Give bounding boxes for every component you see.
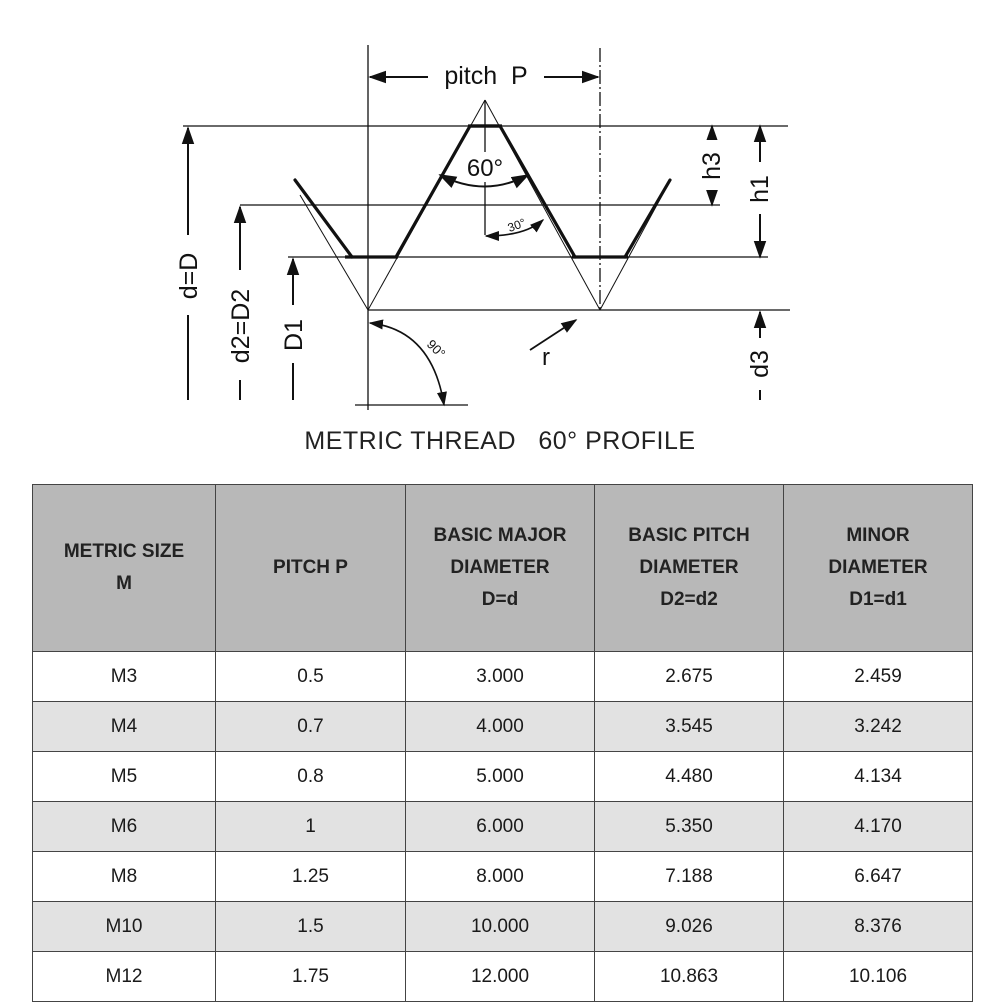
cell-pitch-diameter: 5.350 bbox=[595, 802, 784, 852]
d2-eq-D2-label: d2=D2 bbox=[227, 288, 255, 364]
table-row bbox=[33, 902, 973, 952]
cell-size: M5 bbox=[33, 752, 216, 802]
angle-60-label: 60° bbox=[466, 155, 504, 182]
r-label: r bbox=[542, 344, 550, 371]
cell-pitch-diameter: 4.480 bbox=[595, 752, 784, 802]
cell-size: M4 bbox=[33, 702, 216, 752]
thread-profile bbox=[295, 126, 670, 257]
cell-pitch-diameter: 3.545 bbox=[595, 702, 784, 752]
cell-major: 4.000 bbox=[406, 702, 595, 752]
metric-thread-table bbox=[32, 484, 973, 1002]
cell-major: 3.000 bbox=[406, 652, 595, 702]
header-pitch: PITCH P bbox=[216, 485, 406, 652]
caption-title: METRIC THREAD bbox=[304, 427, 517, 455]
table-header-row bbox=[33, 485, 973, 652]
header-metric-size: METRIC SIZE M bbox=[33, 485, 216, 652]
cell-size: M12 bbox=[33, 952, 216, 1002]
cell-major: 10.000 bbox=[406, 902, 595, 952]
table-row bbox=[33, 752, 973, 802]
header-major-diameter: BASIC MAJOR DIAMETER D=d bbox=[406, 485, 595, 652]
cell-major: 8.000 bbox=[406, 852, 595, 902]
d-eq-D-label: d=D bbox=[175, 252, 203, 300]
cell-pitch: 0.8 bbox=[216, 752, 406, 802]
cell-pitch: 1 bbox=[216, 802, 406, 852]
D1-label: D1 bbox=[280, 319, 308, 351]
cell-pitch: 1.5 bbox=[216, 902, 406, 952]
angle-30-label: 30° bbox=[505, 215, 528, 235]
cell-pitch: 1.75 bbox=[216, 952, 406, 1002]
cell-major: 12.000 bbox=[406, 952, 595, 1002]
cell-pitch: 0.5 bbox=[216, 652, 406, 702]
r-arrow bbox=[530, 320, 576, 350]
cell-minor: 6.647 bbox=[784, 852, 973, 902]
pitch-label: pitch P bbox=[444, 62, 528, 90]
cell-minor: 3.242 bbox=[784, 702, 973, 752]
table-row bbox=[33, 652, 973, 702]
cell-size: M3 bbox=[33, 652, 216, 702]
cell-pitch: 0.7 bbox=[216, 702, 406, 752]
cell-major: 6.000 bbox=[406, 802, 595, 852]
metric-thread-diagram bbox=[0, 0, 1000, 420]
cell-pitch-diameter: 9.026 bbox=[595, 902, 784, 952]
d3-label: d3 bbox=[746, 350, 774, 378]
cell-minor: 8.376 bbox=[784, 902, 973, 952]
cell-major: 5.000 bbox=[406, 752, 595, 802]
table-row bbox=[33, 952, 973, 1002]
angle-90-arc bbox=[370, 323, 444, 405]
cell-pitch: 1.25 bbox=[216, 852, 406, 902]
cell-minor: 2.459 bbox=[784, 652, 973, 702]
cell-size: M6 bbox=[33, 802, 216, 852]
cell-minor: 10.106 bbox=[784, 952, 973, 1002]
cell-pitch-diameter: 2.675 bbox=[595, 652, 784, 702]
cell-size: M8 bbox=[33, 852, 216, 902]
header-minor-diameter: MINOR DIAMETER D1=d1 bbox=[784, 485, 973, 652]
cell-pitch-diameter: 10.863 bbox=[595, 952, 784, 1002]
caption-profile: 60° PROFILE bbox=[538, 427, 696, 455]
table-row bbox=[33, 852, 973, 902]
table-row bbox=[33, 702, 973, 752]
h3-label: h3 bbox=[698, 152, 726, 180]
cell-minor: 4.170 bbox=[784, 802, 973, 852]
table-row bbox=[33, 802, 973, 852]
cell-size: M10 bbox=[33, 902, 216, 952]
diagram-caption bbox=[0, 427, 1000, 456]
h1-label: h1 bbox=[746, 175, 774, 203]
header-pitch-diameter: BASIC PITCH DIAMETER D2=d2 bbox=[595, 485, 784, 652]
angle-90-label: 90° bbox=[423, 336, 449, 362]
cell-minor: 4.134 bbox=[784, 752, 973, 802]
cell-pitch-diameter: 7.188 bbox=[595, 852, 784, 902]
